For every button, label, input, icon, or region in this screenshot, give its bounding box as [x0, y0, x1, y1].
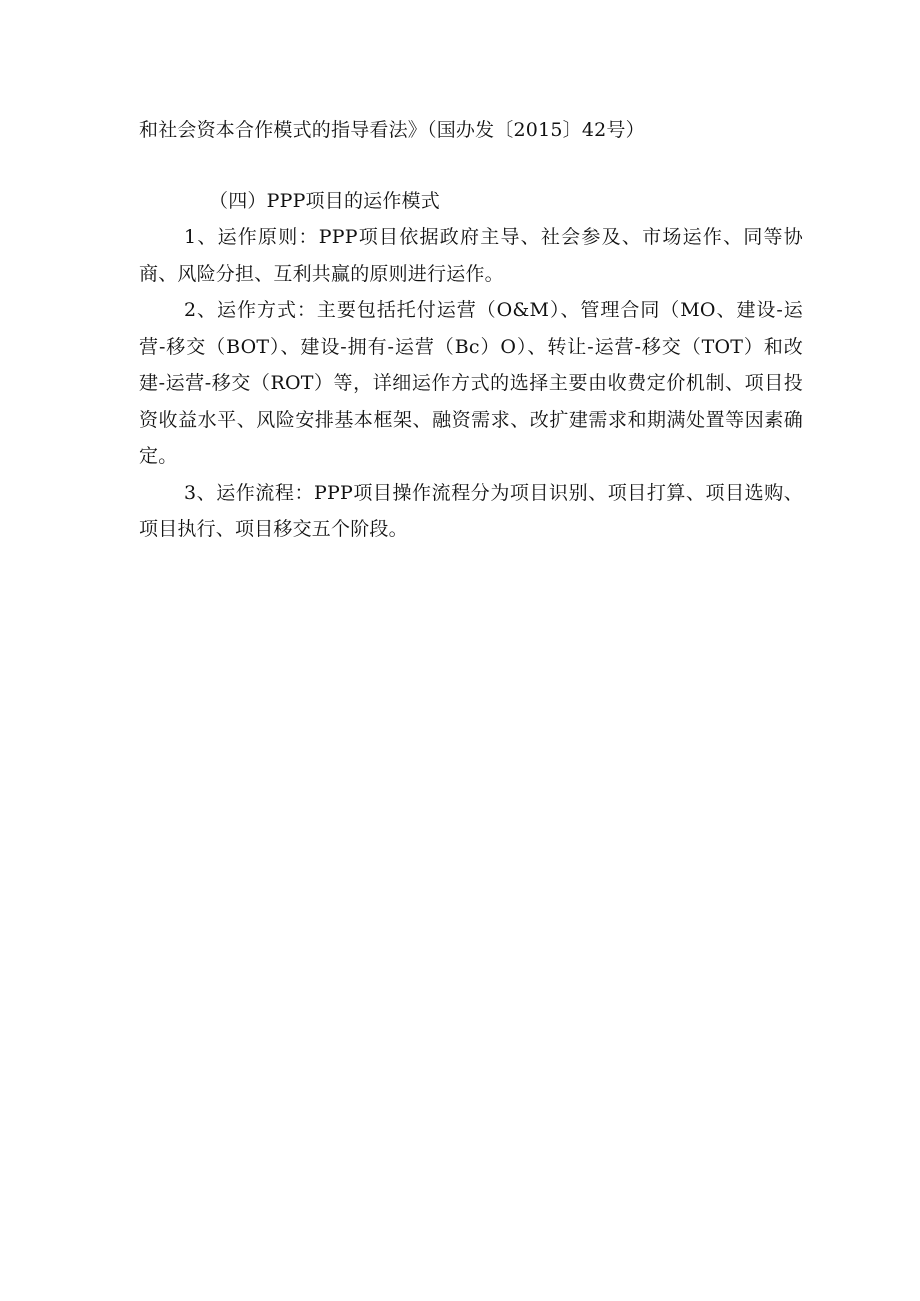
intro-line: 和社会资本合作模式的指导看法》（国办发〔2015〕42号） — [139, 119, 645, 141]
section-heading: （四）PPP项目的运作模式 — [209, 189, 440, 212]
paragraph-operating-process: 3、运作流程：PPP项目操作流程分为项目识别、项目打算、项目选购、项目执行、项目移交五个阶段。 — [139, 481, 803, 540]
paragraph-operating-principle: 1、运作原则：PPP项目依据政府主导、社会参及、市场运作、同等协商、风险分担、互利共赢的原则进行运作。 — [139, 226, 803, 285]
paragraph-operating-methods: 2、运作方式：主要包括托付运营（O&M）、管理合同（MO、建设-运营-移交（BOT）、建设-拥有-运营（Bc）O）、转让-运营-移交（TOT）和改建-运营-移交（ROT）等，详细运作方式的选择主要由收费定价机制、项目投资收益水平、风险安排基本框架、融资需求、改扩建需求和期满处置等因素确定。 — [139, 299, 803, 467]
document-body — [139, 112, 803, 548]
